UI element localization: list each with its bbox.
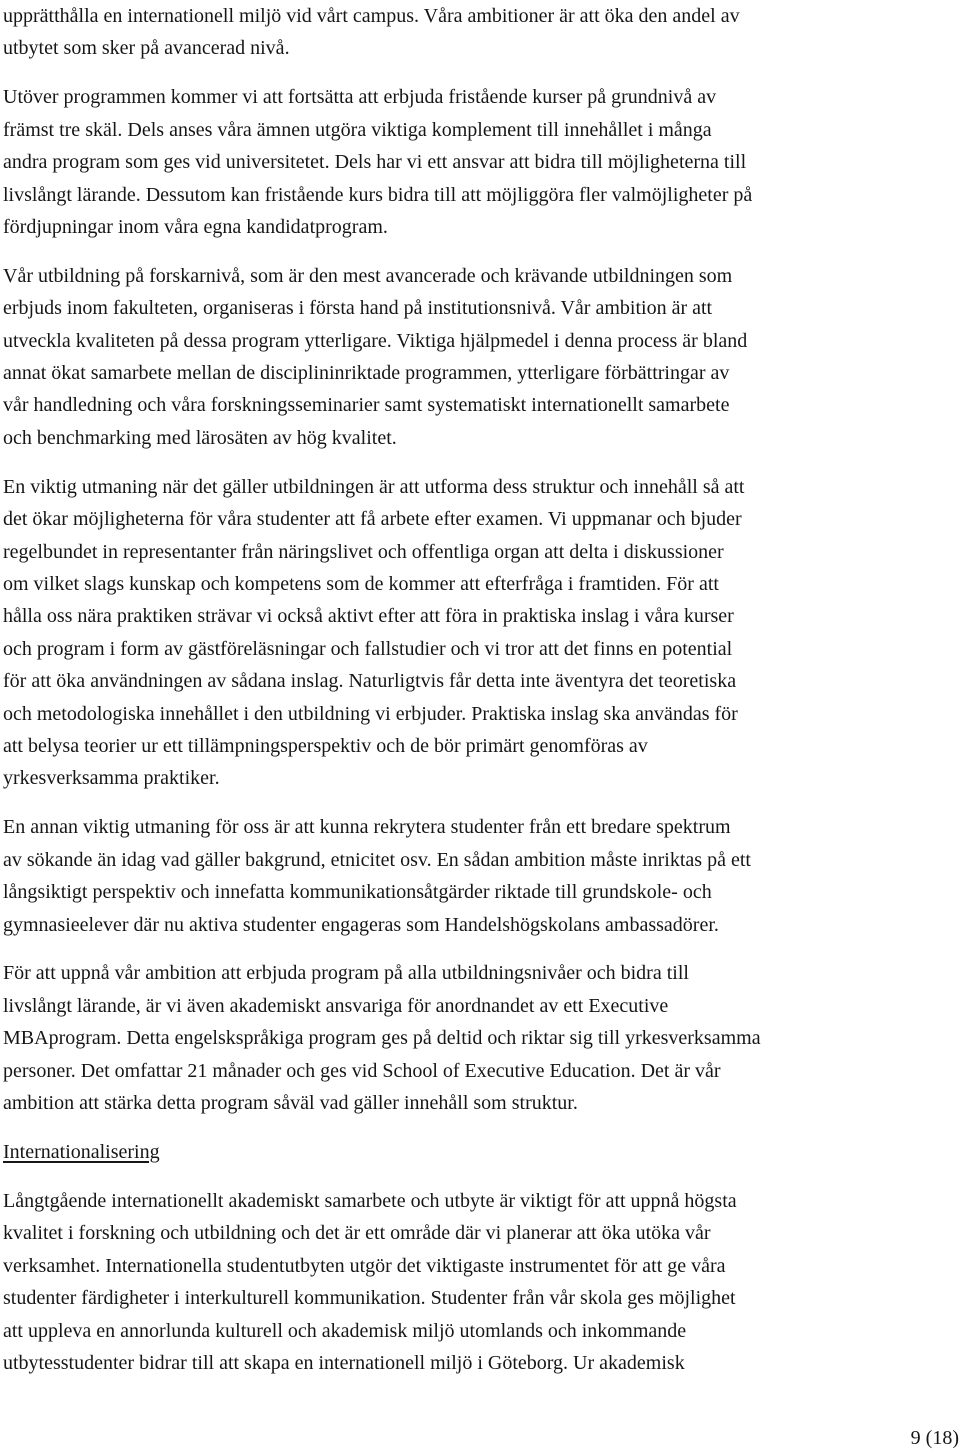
text-line: En annan viktig utmaning för oss är att kunna rekrytera studenter från ett bredare spektrum	[3, 816, 731, 839]
text-line: regelbundet in representanter från näringslivet och offentliga organ att delta i diskussioner	[3, 540, 724, 563]
text-line: annat ökat samarbete mellan de disciplininriktade programmen, ytterligare förbättringar av	[3, 362, 730, 385]
text-line: vår handledning och våra forskningsseminarier samt systematiskt internationellt samarbete	[3, 394, 730, 417]
page-number: 9 (18)	[910, 1427, 959, 1449]
section-heading	[3, 1136, 960, 1168]
paragraph-courses	[3, 81, 960, 243]
text-line: För att uppnå vår ambition att erbjuda program på alla utbildningsnivåer och bidra till	[3, 962, 689, 985]
heading-text: Internationalisering	[3, 1141, 160, 1163]
text-line: ambition att stärka detta program såväl vad gäller innehåll som struktur.	[3, 1092, 578, 1115]
text-line: Utöver programmen kommer vi att fortsätta att erbjuda fristående kurser på grundnivå av	[3, 86, 717, 109]
text-line: det ökar möjligheterna för våra studenter att få arbete efter examen. Vi uppmanar och bjuder	[3, 508, 742, 531]
text-line: främst tre skäl. Dels anses våra ämnen utgöra viktiga komplement till innehållet i många	[3, 118, 712, 141]
text-line: livslångt lärande. Dessutom kan fristående kurs bidra till att möjliggöra fler valmöjligheter på	[3, 183, 753, 206]
text-line: om vilket slags kunskap och kompetens som de kommer att efterfråga i framtiden. För att	[3, 573, 719, 595]
text-line: studenter färdigheter i interkulturell kommunikation. Studenter från vår skola ges möjlighet	[3, 1287, 736, 1310]
paragraph-exchange	[3, 0, 960, 65]
text-line: upprätthålla en internationell miljö vid vårt campus. Våra ambitioner är att öka den andel av	[3, 5, 740, 27]
text-line: En viktig utmaning när det gäller utbildningen är att utforma dess struktur och innehåll så att	[3, 475, 745, 498]
text-line: och program i form av gästföreläsningar och fallstudier och vi tror att det finns en potential	[3, 637, 733, 660]
text-line: MBAprogram. Detta engelskspråkiga program ges på deltid och riktar sig till yrkesverksamma	[3, 1027, 761, 1050]
paragraph-executive-mba	[3, 957, 960, 1119]
text-line: hålla oss nära praktiken strävar vi också aktivt efter att föra in praktiska inslag i våra kurser	[3, 605, 734, 628]
text-line: yrkesverksamma praktiker.	[3, 767, 220, 790]
text-line: utbytesstudenter bidrar till att skapa en internationell miljö i Göteborg. Ur akademisk	[3, 1351, 685, 1374]
text-line: personer. Det omfattar 21 månader och ges vid School of Executive Education. Det är vår	[3, 1059, 721, 1082]
text-line: och metodologiska innehållet i den utbildning vi erbjuder. Praktiska inslag ska användas för	[3, 702, 738, 725]
paragraph-internationalisation	[3, 1185, 960, 1379]
paragraph-employability	[3, 471, 960, 795]
text-line: utveckla kvaliteten på dessa program ytterligare. Viktiga hjälpmedel i denna process är bland	[3, 329, 748, 352]
paragraph-recruitment	[3, 811, 960, 941]
text-line: kvalitet i forskning och utbildning och det är ett område där vi planerar att öka utöka vår	[3, 1222, 711, 1245]
paragraph-doctoral	[3, 260, 960, 454]
text-line: fördjupningar inom våra egna kandidatprogram.	[3, 215, 388, 238]
text-line: att uppleva en annorlunda kulturell och akademisk miljö utomlands och inkommande	[3, 1319, 687, 1342]
text-line: verksamhet. Internationella studentutbyten utgör det viktigaste instrumentet för att ge våra	[3, 1254, 726, 1277]
text-line: Långtgående internationellt akademiskt samarbete och utbyte är viktigt för att uppnå högsta	[3, 1189, 737, 1212]
text-line: Vår utbildning på forskarnivå, som är den mest avancerade och krävande utbildningen som	[3, 264, 733, 287]
text-line: utbytet som sker på avancerad nivå.	[3, 37, 290, 60]
text-line: och benchmarking med lärosäten av hög kvalitet.	[3, 426, 397, 449]
text-line: att belysa teorier ur ett tillämpningsperspektiv och de bör primärt genomföras av	[3, 735, 648, 758]
text-line: gymnasieelever där nu aktiva studenter engageras som Handelshögskolans ambassadörer.	[3, 913, 719, 936]
text-line: långsiktigt perspektiv och innefatta kommunikationsåtgärder riktade till grundskole- och	[3, 881, 712, 904]
text-line: erbjuds inom fakulteten, organiseras i första hand på institutionsnivå. Vår ambition är att	[3, 297, 713, 320]
text-line: av sökande än idag vad gäller bakgrund, etnicitet osv. En sådan ambition måste inriktas på ett	[3, 848, 751, 871]
document-page	[3, 0, 960, 1396]
text-line: livslångt lärande, är vi även akademiskt ansvariga för anordnandet av ett Executive	[3, 994, 669, 1017]
text-line: för att öka användningen av sådana inslag. Naturligtvis får detta inte äventyra det teoretiska	[3, 670, 737, 693]
text-line: andra program som ges vid universitetet. Dels har vi ett ansvar att bidra till möjligheterna till	[3, 151, 747, 174]
